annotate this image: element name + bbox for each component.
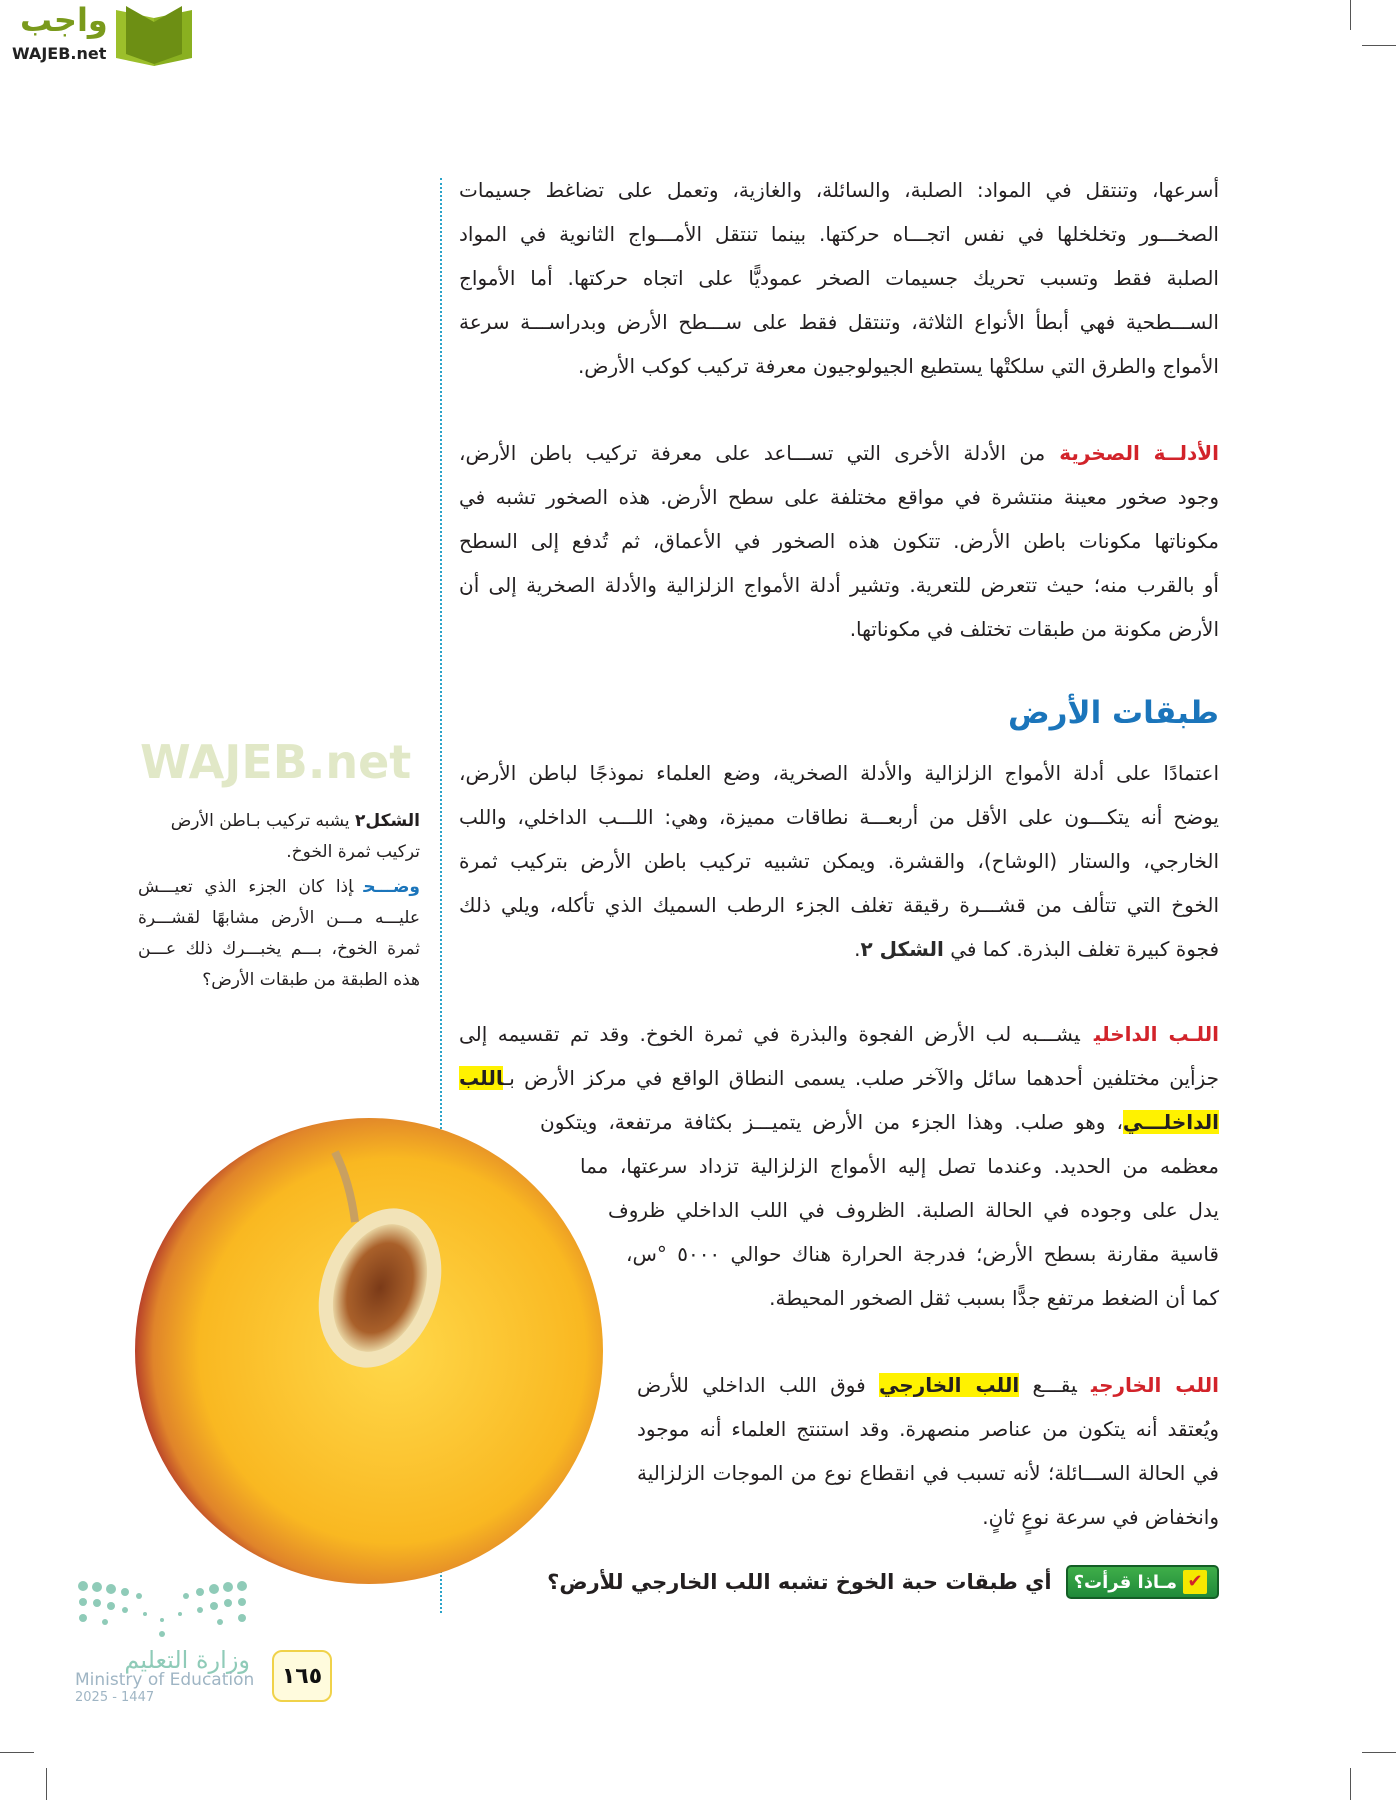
paragraph-rock-evidence <box>459 431 1219 651</box>
text-line: فوق اللب الداخلي للأرض <box>637 1373 880 1397</box>
text-line: ويُعتقد أنه يتكون من عناصر منصهرة. وقد استنتج العلماء أنه موجود <box>637 1417 1219 1441</box>
text-line: الأمواج والطرق التي سلكتْها يستطيع الجيولوجيون معرفة تركيب كوكب الأرض. <box>577 354 1219 378</box>
reading-check <box>547 1565 1219 1599</box>
outer-core-term: اللب الخارجي <box>1090 1373 1219 1397</box>
figure-caption-text: يشبه تركيب بـاطن الأرض تركيب ثمرة الخوخ. <box>170 811 420 862</box>
ministry-logo <box>75 1578 255 1728</box>
wajeb-logo[interactable] <box>10 1 190 66</box>
text-line: الأرض مكونة من طبقات تختلف في مكوناتها. <box>849 617 1219 641</box>
crop-mark <box>46 1768 47 1800</box>
text-line: وانخفاض في سرعة نوعٍ ثانٍ. <box>982 1505 1219 1529</box>
checkmark-icon: ✔ <box>1183 1570 1207 1594</box>
reading-check-question: أي طبقات حبة الخوخ تشبه اللب الخارجي للأرض؟ <box>547 1570 1052 1594</box>
crop-mark <box>1362 45 1396 46</box>
reading-check-badge <box>1066 1565 1219 1599</box>
highlighted-term: اللب الخارجي <box>879 1373 1020 1397</box>
rock-evidence-term: الأدلــة الصخرية <box>1059 441 1219 465</box>
text-line: فجوة كبيرة تغلف البذرة. كما في <box>943 937 1219 961</box>
ministry-name-arabic: وزارة التعليم <box>124 1646 250 1674</box>
paragraph-inner-core <box>459 1012 1219 1320</box>
text-line: الخارجي، والستار (الوشاح)، والقشرة. ويمكن تشبيه تركيب باطن الأرض بتركيب ثمرة <box>459 849 1219 873</box>
paragraph-seismic-waves <box>459 168 1219 388</box>
crop-mark <box>0 1752 34 1753</box>
text-line: الخوخ التي تتألف من قشـــرة رقيقة تغلف الجزء الرطب السميك الذي تأكله، ويلي ذلك <box>459 893 1219 917</box>
highlighted-term: الداخلـــي <box>1122 1110 1219 1134</box>
text-line: يقـــع <box>1019 1373 1077 1397</box>
badge-label: مـاذا قرأت؟ <box>1073 1571 1177 1593</box>
text-line: أسرعها، وتنتقل في المواد: الصلبة، والسائلة، والغازية، وتعمل على تضاغط جسيمات <box>459 178 1219 202</box>
text-line: اعتمادًا على أدلة الأمواج الزلزالية والأدلة الصخرية، وضع العلماء نموذجًا لباطن الأرض، <box>459 761 1219 785</box>
page-number: ١٦٥ <box>272 1650 332 1702</box>
logo-latin: WAJEB.net <box>12 44 107 63</box>
text-line: معظمه من الحديد. وعندما تصل إليه الأمواج الزلزالية تزداد سرعتها، مما <box>580 1154 1219 1178</box>
watermark: WAJEB.net <box>140 735 412 789</box>
crop-mark <box>1350 1768 1351 1800</box>
figure-reference-link[interactable]: الشكل ٢ <box>860 937 944 961</box>
logo-arabic: واجب <box>20 1 108 39</box>
figure-caption <box>138 806 420 996</box>
text-line: يشـــبه لب الأرض الفجوة والبذرة في ثمرة الخوخ. وقد تم تقسيمه إلى <box>459 1022 1080 1046</box>
period: . <box>854 937 861 961</box>
crop-mark <box>1350 0 1351 30</box>
text-line: كما أن الضغط مرتفع جدًّا بسبب ثقل الصخور المحيطة. <box>769 1286 1219 1310</box>
text-line: يدل على وجوده في الحالة الصلبة. الظروف في اللب الداخلي ظروف <box>608 1198 1219 1222</box>
explain-label: وضـــح <box>363 877 420 897</box>
text-line: أو بالقرب منه؛ حيث تتعرض للتعرية. وتشير أدلة الأمواج الزلزالية والأدلة الصخرية إلى أن <box>459 573 1219 597</box>
ministry-name-english: Ministry of Education <box>75 1670 255 1690</box>
text-line: الصلبة فقط وتسبب تحريك جسيمات الصخر عموديًّا على اتجاه حركتها. أما الأمواج <box>459 266 1219 290</box>
text-line: جزأين مختلفين أحدهما سائل والآخر صلب. يسمى النطاق الواقع في مركز الأرض بـ <box>503 1066 1219 1090</box>
paragraph-earth-layers <box>459 751 1219 971</box>
highlighted-term: اللب <box>459 1066 504 1090</box>
inner-core-term: اللـب الداخلي <box>1093 1022 1220 1046</box>
text-line: قاسية مقارنة بسطح الأرض؛ فدرجة الحرارة هناك حوالي ٥٠٠٠ °س، <box>626 1242 1219 1266</box>
section-heading: طبقات الأرض <box>1007 695 1219 731</box>
explain-question: إذا كان الجزء الذي تعيـــش عليـــه مـــن الأرض مشابهًا لقشـــرة ثمرة الخوخ، بـــم يخبـــرك ذلك عـــن هذه الطبقة من طبقات الأرض؟ <box>138 877 420 990</box>
text-line: الســـطحية فهي أبطأ الأنواع الثلاثة، وتنتقل فقط على ســـطح الأرض وبدراســـة سرعة <box>459 310 1219 334</box>
text-line: في الحالة الســـائلة؛ لأنه تسبب في انقطاع نوع من الموجات الزلزالية <box>637 1461 1219 1485</box>
figure-label: الشكل٢ <box>355 811 420 831</box>
text-line: الصخـــور وتخلخلها في نفس اتجـــاه حركتها. بينما تنتقل الأمـــواج الثانوية في المواد <box>459 222 1219 246</box>
book-icon <box>110 6 198 66</box>
edition-year: 2025 - 1447 <box>75 1690 155 1705</box>
text-line: ، وهو صلب. وهذا الجزء من الأرض يتميـــز بكثافة مرتفعة، ويتكون <box>540 1110 1123 1134</box>
text-line: يوضح أنه يتكـــون على الأقل من أربعـــة نطاقات مميزة، وهي: اللـــب الداخلي، واللب <box>459 805 1219 829</box>
paragraph-outer-core <box>637 1363 1219 1539</box>
text-line: وجود صخور معينة منتشرة في مواقع مختلفة على سطح الأرض. هذه الصخور تشبه في <box>459 485 1219 509</box>
crop-mark <box>1362 1752 1396 1753</box>
text-line: مكوناتها مكونات باطن الأرض. تتكون هذه الصخور في الأعماق، ثم تُدفع إلى السطح <box>459 529 1219 553</box>
ministry-dots-icon <box>75 1578 250 1638</box>
text-line: من الأدلة الأخرى التي تســـاعد على معرفة تركيب باطن الأرض، <box>459 441 1046 465</box>
